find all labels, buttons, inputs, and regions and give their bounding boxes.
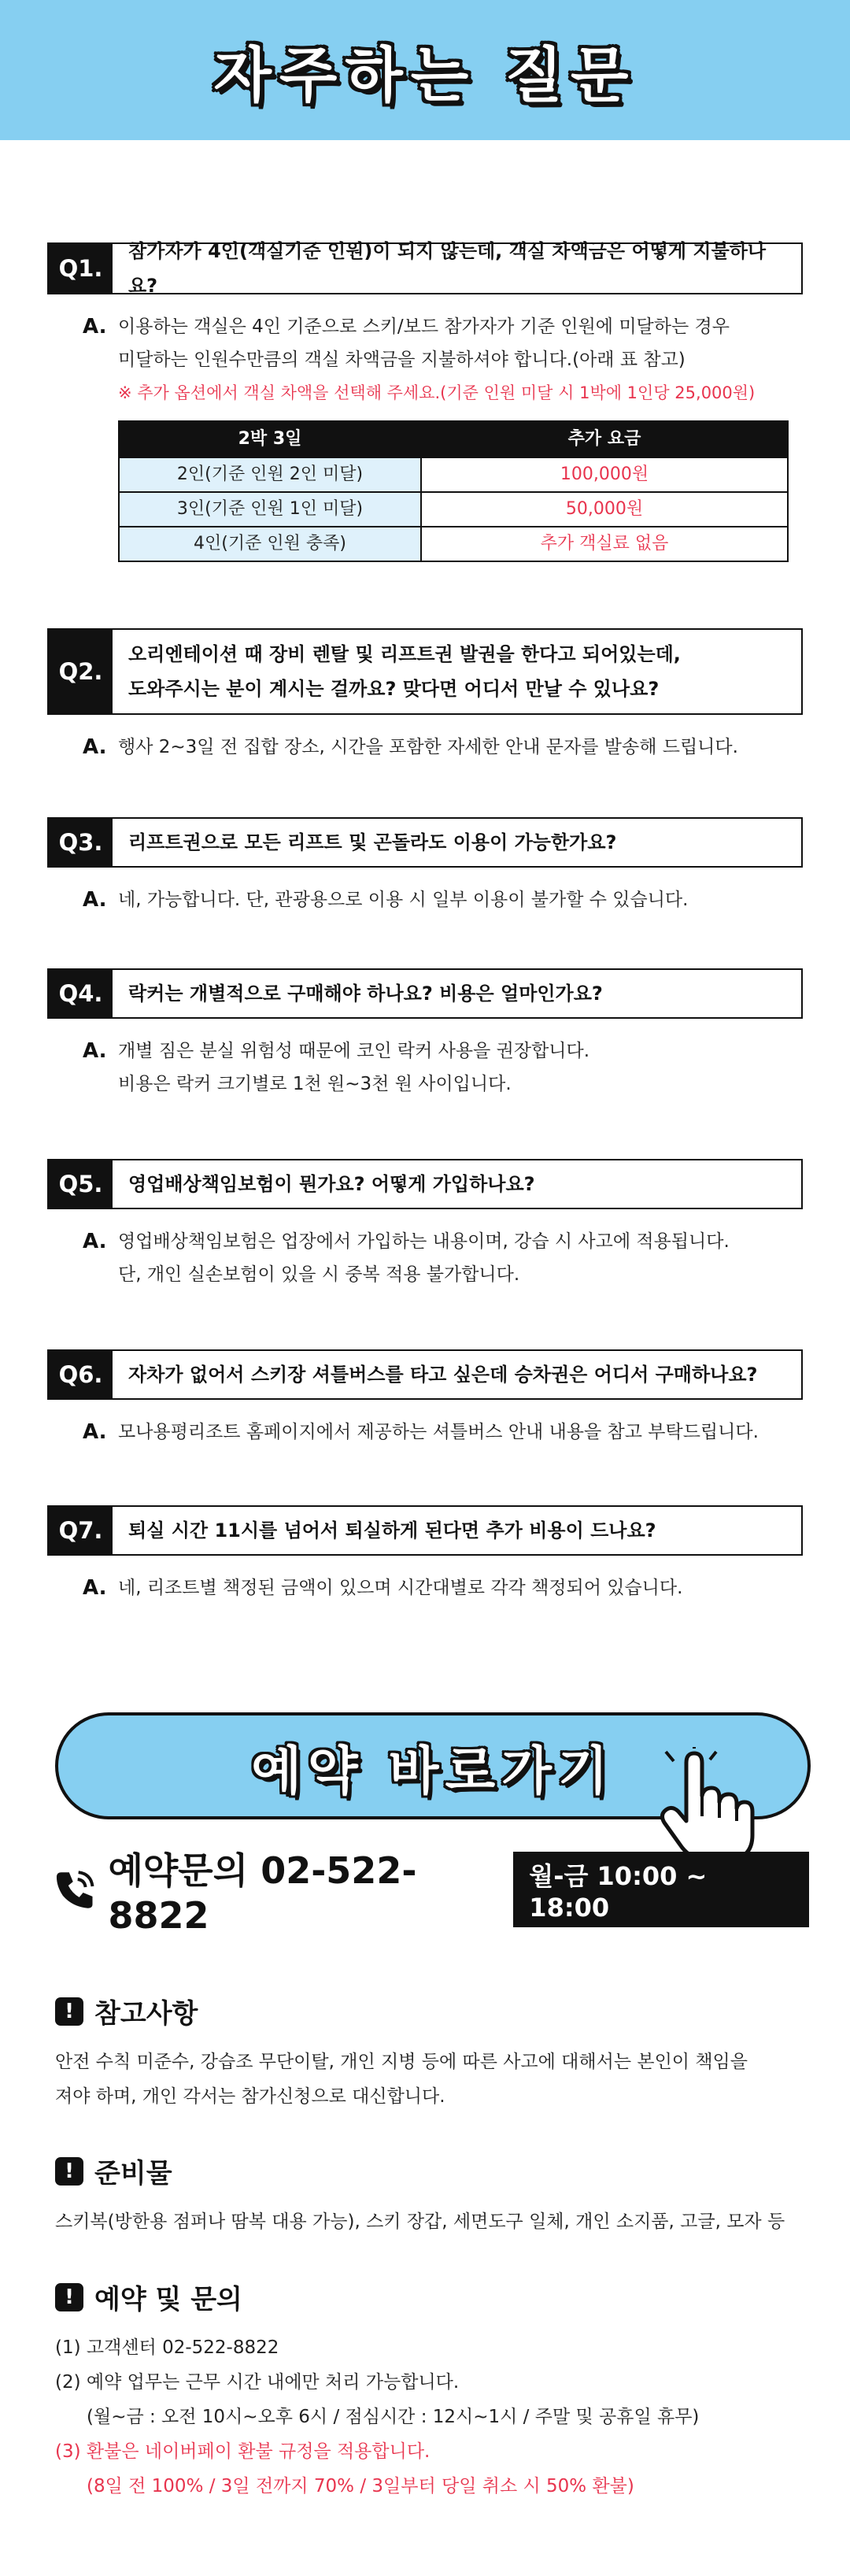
question-line: 도와주시는 분이 계시는 걸까요? 맞다면 어디서 만날 수 있나요? (128, 678, 660, 700)
question-row (47, 968, 803, 1019)
question-row (47, 1349, 803, 1400)
answer-letter: A. (83, 1576, 107, 1600)
question-number: Q5. (49, 1160, 113, 1208)
question-row (47, 1159, 803, 1209)
question-row (47, 1505, 803, 1556)
answer-line: 네, 가능합니다. 단, 관광용으로 이용 시 일부 이용이 불가할 수 있습니다. (118, 890, 689, 910)
body-line: (1) 고객센터 02-522-8822 (55, 2337, 279, 2358)
exclamation-icon: ! (55, 2157, 83, 2186)
question-line: 영업배상책임보험이 뭔가요? 어떻게 가입하나요? (128, 1173, 535, 1195)
answer-letter: A. (83, 1230, 107, 1253)
table-cell: 3인(기준 인원 1인 미달) (119, 492, 421, 527)
question-text (113, 1507, 672, 1554)
question-text (113, 1351, 773, 1398)
question-number: Q3. (49, 819, 113, 866)
body-line: (2) 예약 업무는 근무 시간 내에만 처리 가능합니다. (55, 2372, 460, 2393)
answer-row (47, 731, 803, 764)
answer-letter: A. (83, 315, 107, 339)
question-number: Q2. (49, 630, 113, 713)
preparation-section (55, 2152, 811, 2239)
question-line: 오리엔테이션 때 장비 렌탈 및 리프트권 발권을 한다고 되어있는데, (128, 643, 681, 665)
question-row (47, 817, 803, 868)
answer-line: 비용은 락커 크기별로 1천 원~3천 원 사이입니다. (118, 1074, 512, 1094)
answer-letter: A. (83, 735, 107, 759)
answer-line: 이용하는 객실은 4인 기준으로 스키/보드 참가자가 기준 인원에 미달하는 경우 (118, 316, 730, 337)
answer-letter: A. (83, 1420, 107, 1444)
refund-line: (8일 전 100% / 3일 전까지 70% / 3일부터 당일 취소 시 50% 환불) (87, 2476, 634, 2496)
body-line: 스키복(방한용 점퍼나 땀복 대용 가능), 스키 장갑, 세면도구 일체, 개인 소지품, 고글, 모자 등 (55, 2211, 785, 2232)
body-line: 안전 수칙 미준수, 강습조 무단이탈, 개인 지병 등에 따른 사고에 대해서는 본인이 책임을 (55, 2052, 748, 2072)
table-header: 추가 요금 (421, 421, 788, 457)
answer-line: 모나용평리조트 홈페이지에서 제공하는 셔틀버스 안내 내용을 참고 부탁드립니다. (118, 1422, 759, 1442)
section-heading (55, 2278, 811, 2316)
answer-line: 미달하는 인원수만큼의 객실 차액금을 지불하셔야 합니다.(아래 표 참고) (118, 350, 686, 370)
answer-note: ※ 추가 옵션에서 객실 차액을 선택해 주세요.(기준 인원 미달 시 1박에 1인당 25,000원) (118, 383, 756, 402)
answer-line: 네, 리조트별 책정된 금액이 있으며 시간대별로 각각 책정되어 있습니다. (118, 1578, 683, 1598)
answer-line: 영업배상책임보험은 업장에서 가입하는 내용이며, 강습 시 사고에 적용됩니다. (118, 1231, 730, 1252)
table-cell: 50,000원 (421, 492, 788, 527)
answer-letter: A. (83, 1039, 107, 1063)
exclamation-icon: ! (55, 1997, 83, 2026)
table-cell: 4인(기준 인원 충족) (119, 527, 421, 561)
question-text (113, 819, 632, 866)
question-line: 참가자가 4인(객실기준 인원)이 되지 않는데, 객실 차액금은 어떻게 지불하나요? (128, 240, 767, 297)
faq-item-q3 (47, 817, 803, 916)
table-row (119, 492, 788, 527)
question-number: Q7. (49, 1507, 113, 1554)
answer-row (47, 1034, 803, 1101)
table-cell: 추가 객실료 없음 (421, 527, 788, 561)
section-body (55, 2330, 811, 2504)
notice-section (55, 1992, 811, 2114)
contact-line (54, 1849, 809, 1937)
section-title: 예약 및 문의 (94, 2284, 242, 2315)
answer-letter: A. (83, 888, 107, 912)
answer-line: 개별 짐은 분실 위험성 때문에 코인 락커 사용을 권장합니다. (118, 1041, 590, 1061)
reservation-section (55, 2278, 811, 2504)
faq-item-q7 (47, 1505, 803, 1604)
answer-text (118, 1416, 759, 1449)
table-cell: 100,000원 (421, 457, 788, 492)
answer-row (47, 1225, 803, 1291)
section-body (55, 2045, 811, 2114)
price-table (118, 420, 789, 562)
faq-item-q2 (47, 628, 803, 764)
contact-phone[interactable]: 예약문의 02-522-8822 (108, 1849, 417, 1937)
table-cell: 2인(기준 인원 2인 미달) (119, 457, 421, 492)
answer-text (118, 1571, 682, 1604)
question-line: 락커는 개별적으로 구매해야 하나요? 비용은 얼마인가요? (128, 983, 603, 1005)
section-title: 준비물 (94, 2158, 172, 2189)
faq-item-q6 (47, 1349, 803, 1449)
body-line: (월~금 : 오전 10시~오후 6시 / 점심시간 : 12시~1시 / 주말 및 공휴일 휴무) (87, 2407, 700, 2427)
faq-item-q4 (47, 968, 803, 1101)
question-text (113, 630, 697, 713)
question-number: Q4. (49, 970, 113, 1017)
reservation-button-label: 예약 바로가기 (251, 1740, 615, 1801)
answer-text (118, 310, 789, 562)
question-line: 리프트권으로 모든 리프트 및 곤돌라도 이용이 가능한가요? (128, 831, 617, 853)
question-text (113, 240, 801, 297)
answer-row (47, 310, 803, 562)
table-row (119, 457, 788, 492)
business-hours-badge: 월-금 10:00 ~ 18:00 (513, 1852, 809, 1927)
section-body (55, 2204, 811, 2239)
table-row (119, 527, 788, 561)
question-line: 퇴실 시간 11시를 넘어서 퇴실하게 된다면 추가 비용이 드나요? (128, 1519, 656, 1542)
page-title: 자주하는 질문 (213, 39, 637, 110)
faq-item-q5 (47, 1159, 803, 1291)
answer-row (47, 883, 803, 916)
table-header-row (119, 421, 788, 457)
answer-text (118, 731, 738, 764)
question-number: Q6. (49, 1351, 113, 1398)
answer-text (118, 1225, 730, 1291)
question-text (113, 970, 619, 1017)
table-header: 2박 3일 (119, 421, 421, 457)
answer-row (47, 1571, 803, 1604)
question-line: 자차가 없어서 스키장 셔틀버스를 타고 싶은데 승차권은 어디서 구매하나요? (128, 1364, 758, 1386)
section-heading (55, 1992, 811, 2030)
answer-text (118, 883, 688, 916)
section-heading (55, 2152, 811, 2190)
faq-item-q1 (47, 242, 803, 562)
answer-line: 행사 2~3일 전 집합 장소, 시간을 포함한 자세한 안내 문자를 발송해 드립니다. (118, 737, 738, 757)
question-row (47, 240, 803, 297)
refund-line: (3) 환불은 네이버페이 환불 규정을 적용합니다. (55, 2441, 431, 2462)
question-text (113, 1160, 551, 1208)
phone-icon (54, 1867, 97, 1912)
exclamation-icon: ! (55, 2283, 83, 2311)
answer-row (47, 1416, 803, 1449)
reservation-button[interactable] (55, 1712, 811, 1819)
question-number: Q1. (49, 244, 113, 293)
section-title: 참고사항 (94, 1998, 198, 2030)
header-banner (0, 0, 850, 140)
pointing-hand-icon (655, 1747, 757, 1865)
answer-text (118, 1034, 589, 1101)
answer-line: 단, 개인 실손보험이 있을 시 중복 적용 불가합니다. (118, 1264, 520, 1285)
body-line: 져야 하며, 개인 각서는 참가신청으로 대신합니다. (55, 2086, 445, 2107)
question-row (47, 628, 803, 715)
